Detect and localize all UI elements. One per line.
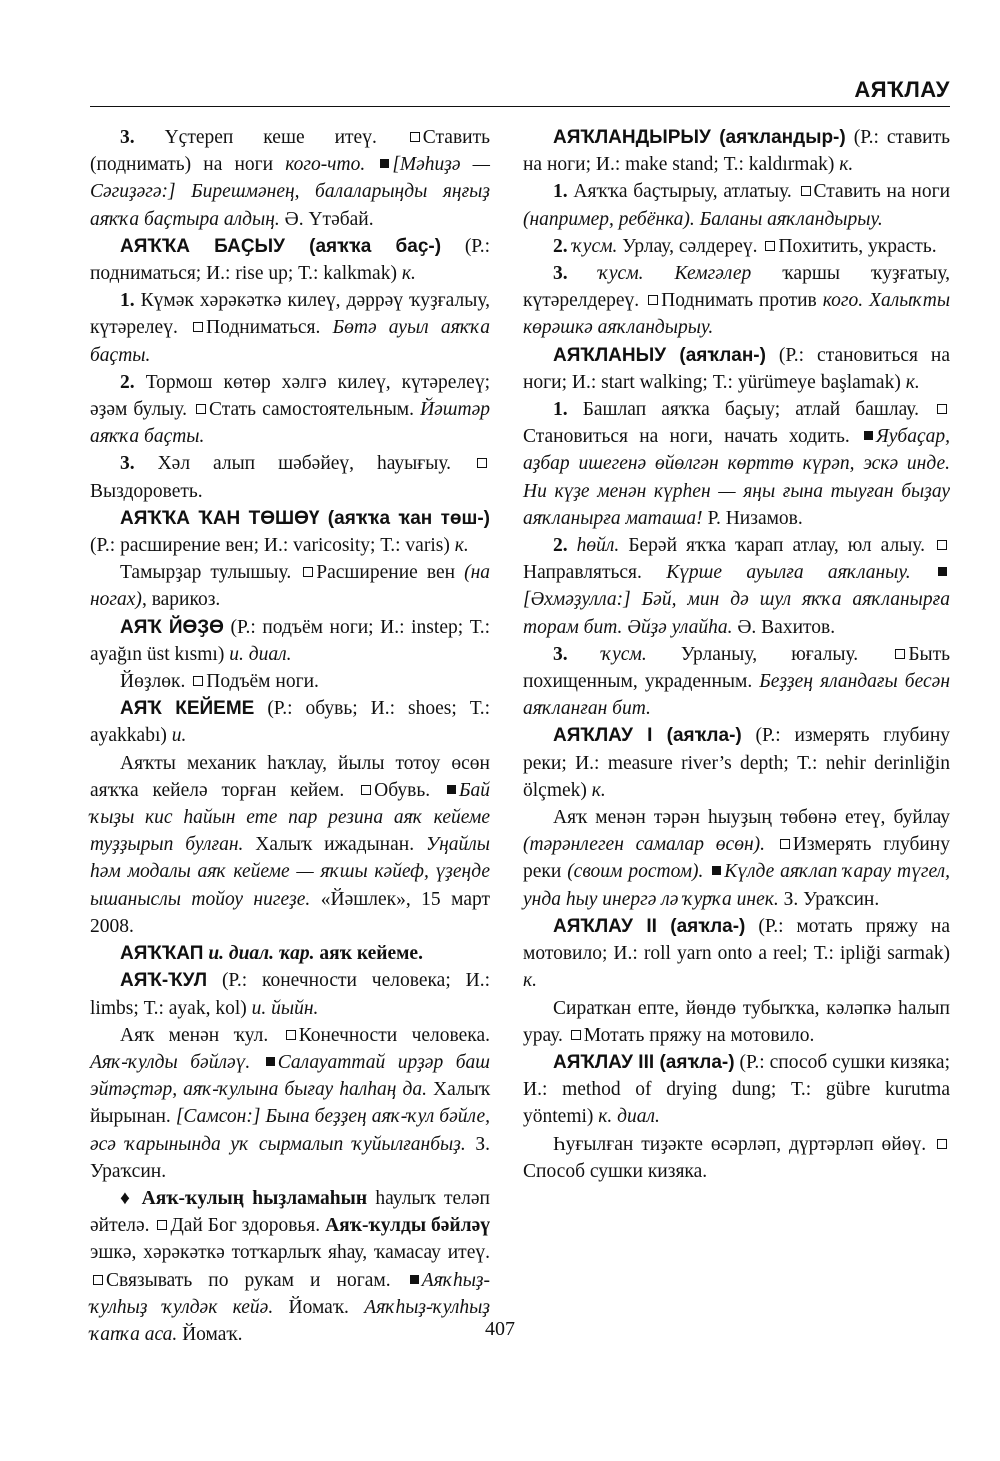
translation-square-icon <box>780 839 790 849</box>
headword: АЯҠЛАУ II (аяҡла-) <box>553 915 746 937</box>
translation-square-icon <box>286 1030 296 1040</box>
translation-square-icon <box>193 676 203 686</box>
translation-square-icon <box>937 1139 947 1149</box>
headword: АЯҠЛАНЫУ (аяҡлан-) <box>553 344 766 366</box>
translation-square-icon <box>937 404 947 414</box>
headword: АЯҠҠАП <box>120 943 204 965</box>
definition-paragraph: Һуғылған тиҙәкте өсәрләп, дүртәрләп өйөү. Способ сушки кизяка. <box>523 1131 950 1185</box>
headword: АЯҠҠА БАҪЫУ (аяҡҡа баҫ-) <box>120 235 442 257</box>
translation-square-icon <box>648 295 658 305</box>
translation-square-icon <box>196 404 206 414</box>
running-header <box>90 78 950 107</box>
sense-paragraph: 3. Хәл алып шәбәйеү, һауығыу. Выздороветь. <box>90 450 490 504</box>
definition-paragraph: Йөҙлөк. Подъём ноги. <box>120 671 319 693</box>
left-column <box>90 124 490 1348</box>
phraseology-paragraph: ♦ Аяҡ-ҡулың һыҙламаһын һаулыҡ теләп әйтелә. Дай Бог здоровья. Аяҡ-ҡулды бәйләү эшкә, хәрәкәткә тотҡарлыҡ яһау, ҡамасау итеү. Связывать по рукам и ногам. Аяҡһыҙ-ҡулһыҙ ҡулдәк кейә. Йомаҡ. Аяҡһыҙ-ҡулһыҙ ҡапҡа аса. Йомаҡ. <box>90 1187 491 1345</box>
definition-paragraph: Аяҡты механик һаҡлау, йылы тотоу өсөн аяҡҡа кейелә торған кейем. Обувь. Бай ҡыҙы кис һайын ете пар резина аяҡ кейеме туҙҙырып булған. Халыҡ ижадынан. Уңайлы һәм модалы аяҡ кейеме — яҡшы кәйеф, үҙеңде ышаныслы тойоу нигеҙе. «Йәшлек», 15 март 2008. <box>90 752 491 937</box>
headword: АЯҠ ЙӨҘӨ <box>120 616 224 638</box>
example-square-icon <box>864 431 873 440</box>
sense-paragraph: 3. ҡусм. Кемгәлер ҡаршы ҡуҙғатыу, күтәрелдереү. Поднимать против кого. Халыҡты көрәшкә аяҡландырыу. <box>523 263 951 339</box>
translation-square-icon <box>410 132 420 142</box>
sense-paragraph: 2. Тормош көтөр хәлгә килеү, күтәрелеү; әҙәм булыу. Стать самостоятельным. Йәштәр аяҡҡа баҫты. <box>90 371 491 448</box>
example-square-icon <box>447 785 456 794</box>
dictionary-entry: АЯҠҠА ҠАН ТӨШӨҮ (аяҡҡа ҡан төш-) (Р.: расширение вен; И.: varicosity; Т.: varis) к. <box>90 507 490 557</box>
translation-square-icon <box>477 458 487 468</box>
dictionary-entry: АЯҠ ЙӨҘӨ (Р.: подъём ноги; И.: instep; Т.: ayağın üst kısmı) и. диал. <box>90 616 490 665</box>
headword: АЯҠЛАУ I (аяҡла-) <box>553 725 742 747</box>
sense-paragraph: 1. Күмәк хәрәкәткә килеү, дәррәү ҡуҙғалыу, күтәрелеү. Подниматься. Бөтә ауыл аяҡҡа баҫты. <box>90 290 491 366</box>
definition-paragraph: Аяҡ менән ҡул. Конечности человека. Аяҡ-ҡулды бәйләү. Салауаттай ирҙәр баш эйməҫтәр, аяҡ-ҡулына бығау һалһаң да. Халыҡ йырынан. [Самсон:] Бына беҙҙең аяҡ-ҡул бәйле, әсә ҡарынында уҡ сырмалып ҡуйылғанбыҙ. З. Ураҡсин. <box>90 1024 491 1182</box>
headword: АЯҠ-ҠУЛ <box>120 970 208 992</box>
example-square-icon <box>938 567 947 576</box>
dictionary-entry: АЯҠҠАП и. диал. ҡар. аяҡ кейеме. <box>120 943 423 965</box>
dictionary-entry: АЯҠЛАУ III (аяҡла-) (Р.: способ сушки кизяка; И.: method of drying dung; Т.: gübre kurutma yöntemi) к. диал. <box>523 1051 950 1128</box>
headword: АЯҠ КЕЙЕМЕ <box>120 698 255 720</box>
dictionary-entry: АЯҠЛАНЫУ (аяҡлан-) (Р.: становиться на ноги; И.: start walking; Т.: yürümeye başlamak) к. <box>523 344 950 393</box>
translation-square-icon <box>193 322 203 332</box>
sense-paragraph: 2. һөйл. Берәй яҡҡа ҡарап атлау, юл алыу. Направляться. Күрше ауылға аяҡланыу. [Әхмәҙулла:] Бәй, мин дә шул яҡҡа аяҡланырға торам бит. Әйҙә улайһа. Ә. Вахитов. <box>523 535 950 638</box>
sense-paragraph: 1. Башлап аяҡҡа баҫыу; атлай башлау. Становиться на ноги, начать ходить. Яубаҫар, аҙбар ишегенә өйөлгән көрттө күрәп, эскә инде. Ни күҙе менән күрһен — яңы ғына тыуған быҙау аяҡланырға маташа! Р. Низамов. <box>523 399 951 529</box>
dictionary-entry: АЯҠЛАУ II (аяҡла-) (Р.: мотать пряжу на мотовило; И.: roll yarn onto a reel; Т.: ipliği sarmak) к. <box>523 915 950 992</box>
translation-square-icon <box>157 1220 167 1230</box>
translation-square-icon <box>361 785 371 795</box>
translation-square-icon <box>303 567 313 577</box>
dictionary-entry: АЯҠ-ҠУЛ (Р.: конечности человека; И.: limbs; Т.: ayak, kol) и. йыйн. <box>90 970 490 1019</box>
definition-paragraph: Аяҡ менән тәрән һыуҙың төбөнә етеү, буйлау (тәрәнлеген самалар өсөн). Измерять глубину реки (своим ростом). Күлде аяҡлап ҡарау түгел, унда һыу инергә лә ҡурҡа инек. З. Ураҡсин. <box>523 807 951 910</box>
translation-square-icon <box>895 649 905 659</box>
running-header-title: АЯҠЛАУ <box>854 77 950 102</box>
page-number: 407 <box>485 1318 515 1340</box>
translation-square-icon <box>801 186 811 196</box>
example-square-icon <box>410 1275 419 1284</box>
sense-paragraph: 1. Аяҡҡа баҫтырыу, атлатыу. Ставить на ноги (например, ребёнка). Баланы аяҡландырыу. <box>523 181 951 230</box>
example-square-icon <box>266 1057 275 1066</box>
definition-paragraph: Сираткан епте, йөндө тубыҡҡа, кәләпкә һалып урау. Мотать пряжу на мотовило. <box>523 997 950 1046</box>
example-square-icon <box>380 159 389 168</box>
sense-paragraph: 3. Үҫтереп кеше итеү. Ставить (поднимать) на ноги кого-что. [Мәһиҙә — Сәгиҙәгә:] Бирешмәнең, балаларыңды яңғыҙ аяҡҡа баҫтыра алдың. Ә. Үтәбай. <box>90 127 491 230</box>
example-square-icon <box>712 866 721 875</box>
dictionary-entry: АЯҠЛАНДЫРЫУ (аяҡландыр-) (Р.: ставить на ноги; И.: make stand; Т.: kaldırmak) к. <box>523 127 951 176</box>
headword: АЯҠЛАНДЫРЫУ (аяҡландыр-) <box>553 127 846 148</box>
translation-square-icon <box>937 540 947 550</box>
sense-paragraph: 3. ҡусм. Урланыу, юғалыу. Быть похищенным, украденным. Беҙҙең яландағы бесән аяҡланған бит. <box>523 643 951 720</box>
dictionary-entry: АЯҠ КЕЙЕМЕ (Р.: обувь; И.: shoes; Т.: ayakkabı) и. <box>90 698 490 747</box>
sense-paragraph: 2. ҡусм. Урлау, сәлдереү. Похитить, украсть. <box>553 235 937 257</box>
headword: АЯҠЛАУ III (аяҡла-) <box>553 1051 735 1073</box>
definition-paragraph: Тамырҙар тулышыу. Расширение вен (на ногах), варикоз. <box>90 562 490 611</box>
translation-square-icon <box>765 241 775 251</box>
translation-square-icon <box>571 1030 581 1040</box>
right-column <box>523 124 950 1185</box>
dictionary-entry: АЯҠЛАУ I (аяҡла-) (Р.: измерять глубину реки; И.: measure river’s depth; Т.: nehir derinliğin ölçmek) к. <box>523 725 951 801</box>
headword: АЯҠҠА ҠАН ТӨШӨҮ (аяҡҡа ҡан төш-) <box>120 507 490 529</box>
translation-square-icon <box>93 1275 103 1285</box>
dictionary-entry: АЯҠҠА БАҪЫУ (аяҡҡа баҫ-) (Р.: подниматься; И.: rise up; Т.: kalkmak) к. <box>90 235 491 285</box>
